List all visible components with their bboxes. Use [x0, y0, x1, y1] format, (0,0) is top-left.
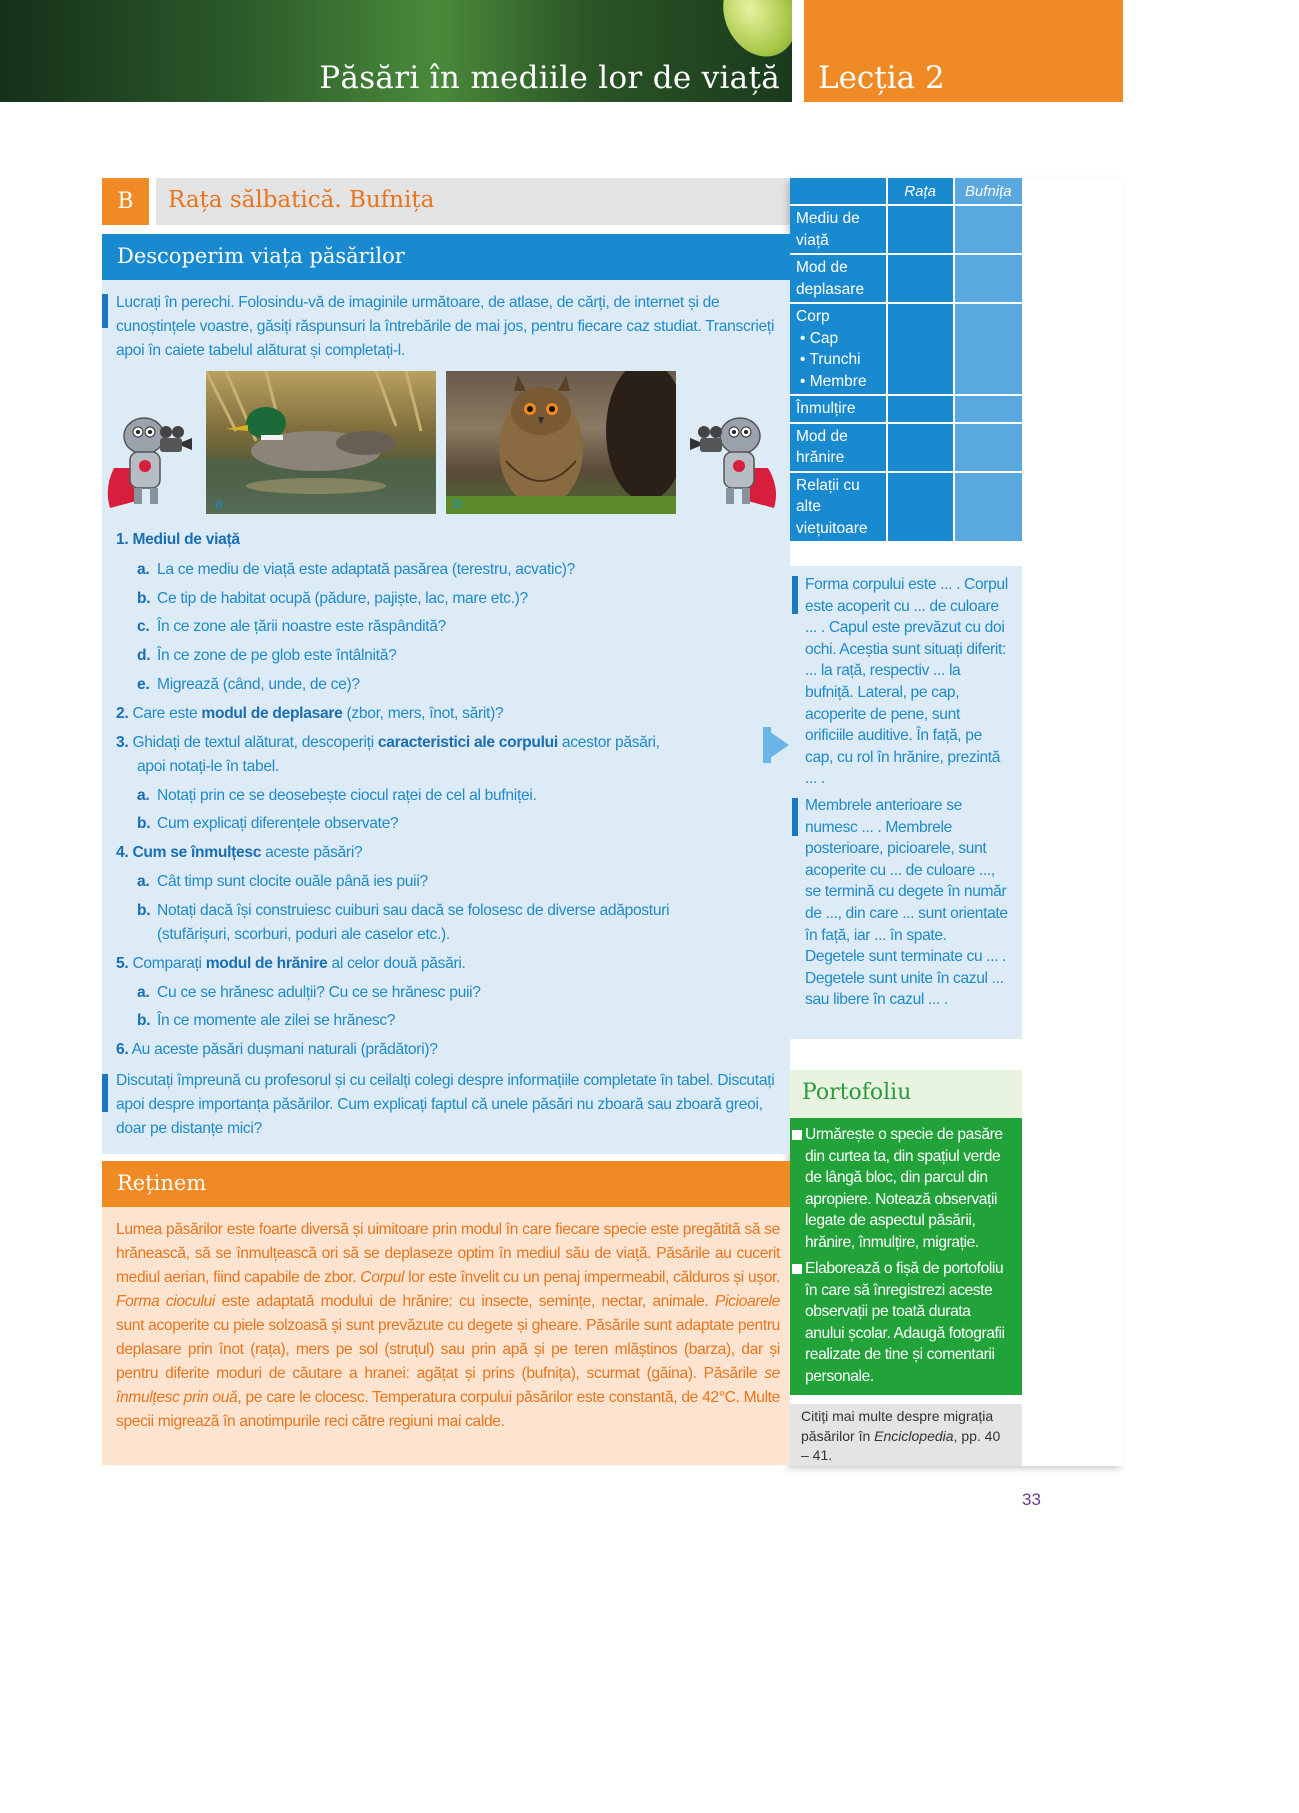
question-4b: [137, 902, 669, 920]
retinem-emphasis: Picioarele: [715, 1293, 780, 1310]
table-row-label: Mediu de viață: [790, 205, 887, 254]
question-4a: [137, 873, 428, 891]
question-5a: [137, 984, 481, 1002]
retinem-text-part: Lumea păsărilor este foarte diversă și uimitoare prin modul în care fiecare specie este pregătită să se hrănească, să se înmulțească ori să se deplaseze optim în mediul său de viață. Păsările au cucerit mediul aerian, fiind capabile de zbor.: [116, 1221, 780, 1286]
question-number: 6.: [116, 1041, 129, 1058]
question-number: 2.: [116, 705, 129, 722]
closing-paragraph: Discutați împreună cu profesorul și cu ceilalți colegi despre informațiile completate în tabel. Discutați apoi despre importanța păsărilor. Cum explicați faptul că unele păsări nu zboară sau zboară greoi, doar pe distanțe mici?: [116, 1072, 775, 1137]
subquestion-letter: c.: [137, 618, 150, 635]
subquestion-text: În ce zone de pe glob este întâlnită?: [157, 647, 397, 664]
encyclopedia-text: [801, 1407, 1011, 1466]
question-1a: [137, 561, 575, 579]
encyclopedia-text-part: Citiți mai multe despre migrația păsărilor în: [801, 1408, 994, 1444]
portfolio-header: [790, 1070, 1022, 1118]
question-1e: [137, 676, 360, 694]
subquestion-letter: a.: [137, 787, 150, 804]
bullet-square-icon: [792, 1130, 802, 1140]
table-row: [790, 395, 1022, 423]
subquestion-text: Notați dacă își construiesc cuiburi sau dacă se folosesc de diverse adăposturi: [157, 902, 670, 919]
subquestion-letter: e.: [137, 676, 150, 693]
question-1d: [137, 647, 396, 665]
question-5b: [137, 1012, 395, 1030]
question-text: Care este: [132, 705, 202, 722]
paragraph-marker: [102, 1074, 108, 1112]
table-header-row: [790, 178, 1022, 205]
table-cell[interactable]: [954, 303, 1022, 395]
subquestion-letter: b.: [137, 902, 151, 919]
table-col-bufnita: Bufnița: [954, 178, 1022, 205]
section-title: Rața sălbatică. Bufnița: [168, 187, 435, 213]
subquestion-text: În ce momente ale zilei se hrănesc?: [157, 1012, 396, 1029]
question-number: 1.: [116, 531, 129, 548]
retinem-emphasis: Forma ciocului: [116, 1293, 216, 1310]
question-number: 3.: [116, 734, 129, 751]
photo-a-letter: a: [215, 495, 223, 511]
subquestion-letter: a.: [137, 984, 150, 1001]
retinem-text-part: lor este învelit cu un penaj impermeabil, călduros și ușor.: [404, 1269, 780, 1286]
paragraph-marker: [102, 294, 108, 328]
table-cell[interactable]: [887, 472, 954, 543]
question-4: [116, 844, 362, 862]
retinem-text-part: este adaptată modului de hrănire: cu insecte, semințe, nectar, animale.: [215, 1293, 716, 1310]
question-number: 5.: [116, 955, 129, 972]
question-number: 4.: [116, 844, 129, 861]
table-col-rata: Rața: [887, 178, 954, 205]
owl-photo: [446, 371, 676, 514]
question-6: [116, 1041, 438, 1059]
subquestion-letter: a.: [137, 873, 150, 890]
table-row-label: Mod de hrănire: [790, 423, 887, 472]
question-keyword: modul de hrănire: [205, 955, 328, 972]
portfolio-item-2: Elaborează o fișă de portofoliu în care să înregistrezi aceste observații pe toată durata anului școlar. Adaugă fotografii realizate de tine și comentarii personale.: [805, 1260, 1005, 1385]
subquestion-text: Cu ce se hrănesc adulții? Cu ce se hrănesc puii?: [157, 984, 481, 1001]
question-2: [116, 705, 503, 723]
retinem-text-part: , pe care le clocesc. Temperatura corpului păsărilor este constantă, de 42°C. Multe specii migrează în anotimpurile reci către regiuni mai calde.: [116, 1389, 780, 1430]
table-cell[interactable]: [887, 303, 954, 395]
question-keyword: modul de deplasare: [201, 705, 343, 722]
table-row-label-line: • Trunchi: [800, 351, 861, 368]
hint-body-text: Forma corpului este ... . Corpul este acoperit cu ... de culoare ... . Capul este prevăzut cu doi ochi. Aceștia sunt situați diferit: ... la rață, respectiv ... la bufniță. Lateral, pe cap, acoperite de pene, sunt orificiile auditive. În față, pe cap, cu rol în hrănire, prezintă ... .: [805, 576, 1008, 788]
question-text: Au aceste păsări dușmani naturali (prădători)?: [131, 1041, 438, 1058]
subquestion-letter: a.: [137, 561, 150, 578]
comparison-table: [790, 178, 1022, 543]
discover-header: [102, 234, 790, 280]
table-row-label: [790, 303, 887, 395]
question-3: [116, 734, 660, 752]
subquestion-letter: b.: [137, 1012, 151, 1029]
table-cell[interactable]: [954, 254, 1022, 303]
question-text: acestor păsări,: [557, 734, 660, 751]
section-title-bar: [156, 178, 790, 225]
page-number: 33: [1022, 1490, 1041, 1509]
table-row: [790, 472, 1022, 543]
question-3b: [137, 815, 398, 833]
paragraph-marker: [792, 798, 798, 836]
table-cell[interactable]: [887, 423, 954, 472]
table-row-label-line: Corp: [796, 308, 830, 325]
table-row: [790, 205, 1022, 254]
question-keyword: caracteristici ale corpului: [377, 734, 558, 751]
question-1: [116, 531, 240, 549]
table-cell[interactable]: [887, 205, 954, 254]
table-row-label: Înmulțire: [790, 395, 887, 423]
table-cell[interactable]: [954, 472, 1022, 543]
chapter-title: Păsări în mediile lor de viață: [319, 60, 780, 96]
header-banner: [0, 0, 792, 102]
encyclopedia-title: Enciclopedia: [874, 1427, 954, 1444]
portfolio-title: Portofoliu: [802, 1080, 912, 1105]
subquestion-text: La ce mediu de viață este adaptată pasărea (terestru, acvatic)?: [157, 561, 575, 578]
photo-b-letter: b: [454, 495, 462, 511]
question-4b-line2: (stufărișuri, scorburi, poduri ale caselor etc.).: [157, 926, 450, 943]
question-text: Ghidați de textul alăturat, descoperiți: [132, 734, 378, 751]
table-cell[interactable]: [954, 395, 1022, 423]
subquestion-letter: d.: [137, 647, 151, 664]
retinem-emphasis: se înmulțesc prin ouă: [116, 1365, 780, 1406]
table-cell[interactable]: [954, 205, 1022, 254]
subquestion-text: În ce zone ale țării noastre este răspândită?: [157, 618, 447, 635]
question-text: aceste păsări?: [261, 844, 363, 861]
table-cell[interactable]: [954, 423, 1022, 472]
retinem-text-part: sunt acoperite cu piele solzoasă și sunt prevăzute cu degete și gheare. Păsările sunt adaptate pentru deplasare prin înot (rața), mers pe sol (struțul) sau prin apă și pe teren mlăștinos (barza), dar și pentru diferite moduri de căutare a hranei: agățat și prins (bufnița), scurmat (găina). Păsările: [116, 1317, 780, 1382]
subquestion-letter: b.: [137, 590, 151, 607]
bullet-square-icon: [792, 1264, 802, 1274]
table-row: [790, 423, 1022, 472]
lesson-label: Lecția 2: [818, 60, 945, 96]
question-1c: [137, 618, 446, 636]
portfolio-item-1: Urmărește o specie de pasăre din curtea ta, din spațiul verde de lângă bloc, din parcul din apropiere. Notează observații legate de aspectul păsării, hrănire, înmulțire, migrație.: [805, 1126, 1003, 1251]
encyclopedia-text-part: , pp. 40 – 41.: [801, 1427, 1001, 1463]
subquestion-text: Cât timp sunt clocite ouăle până ies puii?: [157, 873, 428, 890]
question-3a: [137, 787, 537, 805]
duck-photo: [206, 371, 436, 514]
subquestion-text: Cum explicați diferențele observate?: [157, 815, 399, 832]
section-letter: B: [102, 178, 149, 225]
table-row-label: Relații cu alte viețuitoare: [790, 472, 887, 543]
table-corner: [790, 178, 887, 205]
question-1b: [137, 590, 528, 608]
pointer-arrow-icon: [763, 727, 789, 763]
mascot-robot-right-icon: [688, 408, 783, 513]
table-row: [790, 303, 1022, 395]
question-text: (zbor, mers, înot, sărit)?: [342, 705, 504, 722]
subquestion-text: Migrează (când, unde, de ce)?: [157, 676, 360, 693]
table-cell[interactable]: [887, 395, 954, 423]
question-3-line2: apoi notați-le în tabel.: [137, 758, 279, 775]
table-cell[interactable]: [887, 254, 954, 303]
retinem-title: Reținem: [117, 1171, 207, 1195]
retinem-text: [116, 1218, 780, 1434]
table-row-label-line: • Cap: [800, 329, 839, 347]
subquestion-text: Ce tip de habitat ocupă (pădure, pajiște, lac, mare etc.)?: [157, 590, 528, 607]
subquestion-letter: b.: [137, 815, 151, 832]
hint-limbs-text: Membrele anterioare se numesc ... . Membrele posterioare, picioarele, sunt acoperite cu ... de culoare ..., se termină cu degete în număr de ..., din care ... sunt orientate în față, iar ... în spate. Degetele sunt terminate cu ... . Degetele sunt unite în cazul ... sau libere în cazul ... .: [805, 797, 1008, 1009]
retinem-emphasis: Corpul: [360, 1269, 405, 1286]
subquestion-text: Notați prin ce se deosebește ciocul raței de cel al bufniței.: [157, 787, 537, 804]
question-text: al celor două păsări.: [327, 955, 466, 972]
mascot-robot-left-icon: [100, 408, 195, 513]
question-text: Comparați: [132, 955, 206, 972]
table-row: [790, 254, 1022, 303]
intro-paragraph: Lucrați în perechi. Folosindu-vă de imaginile următoare, de atlase, de cărți, de internet și de cunoștințele voastre, găsiți răspunsuri la întrebările de mai jos, pentru fiecare caz studiat. Transcrieți apoi în caiete tabelul alăturat și completați-l.: [116, 294, 775, 359]
lesson-badge: [804, 0, 1123, 102]
question-keyword: Cum se înmulțesc: [132, 844, 262, 861]
retinem-header: [102, 1161, 790, 1207]
table-row-label: Mod de deplasare: [790, 254, 887, 303]
paragraph-marker: [792, 576, 798, 614]
table-row-label-line: • Membre: [800, 372, 867, 390]
leaf-decoration: [710, 0, 792, 69]
discover-title: Descoperim viața păsărilor: [117, 244, 405, 268]
question-keyword: Mediul de viață: [132, 531, 240, 548]
question-5: [116, 955, 466, 973]
